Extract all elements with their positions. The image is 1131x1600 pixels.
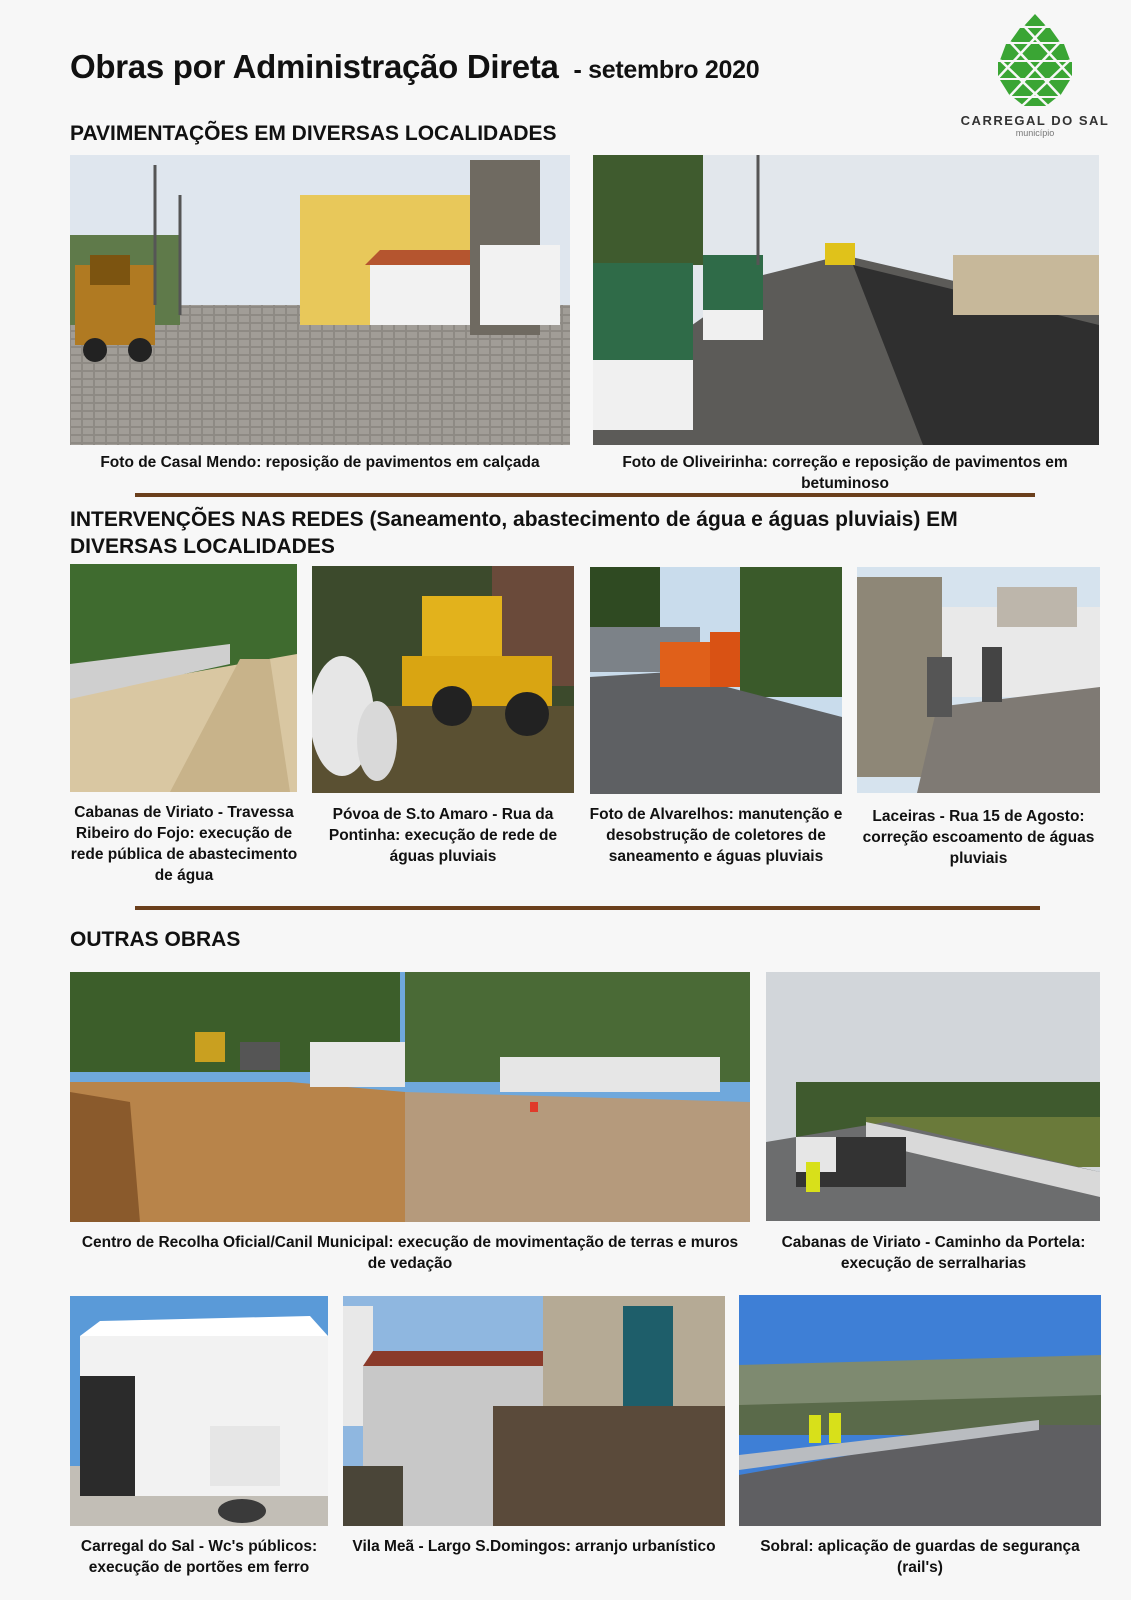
page-title-main: Obras por Administração Direta [70, 48, 559, 85]
photo-wcs-publicos [70, 1296, 328, 1526]
photo-canil-municipal [70, 972, 750, 1222]
divider-1 [135, 493, 1035, 497]
photo-casal-mendo [70, 155, 570, 445]
pinecone-icon [960, 12, 1110, 108]
photo-vila-mea [343, 1296, 725, 1526]
logo [960, 12, 1110, 142]
section-title-redes: INTERVENÇÕES NAS REDES (Saneamento, abastecimento de água e águas pluviais) EM DIVERSAS LOCALIDADES [70, 508, 958, 558]
photo-sobral [739, 1295, 1101, 1526]
photo-laceiras [857, 567, 1100, 793]
logo-name: CARREGAL DO SAL [960, 113, 1110, 128]
photo-oliveirinha [593, 155, 1099, 445]
photo-cabanas-viriato-fojo [70, 564, 297, 792]
divider-2 [135, 906, 1040, 910]
photo-caminho-portela [766, 972, 1100, 1221]
page-title [70, 48, 759, 86]
caption-casal-mendo: Foto de Casal Mendo: reposição de pavimentos em calçada [100, 454, 540, 471]
caption-oliveirinha: Foto de Oliveirinha: correção e reposição de pavimentos em betuminoso [622, 454, 1068, 492]
caption-alvarelhos: Foto de Alvarelhos: manutenção e desobstrução de coletores de saneamento e águas pluviais [589, 806, 843, 865]
section-title-pavimentacoes: PAVIMENTAÇÕES EM DIVERSAS LOCALIDADES [70, 122, 557, 145]
caption-vila-mea: Vila Meã - Largo S.Domingos: arranjo urbanístico [352, 1538, 716, 1555]
caption-caminho-portela: Cabanas de Viriato - Caminho da Portela: execução de serralharias [781, 1234, 1086, 1272]
caption-cabanas-viriato-fojo: Cabanas de Viriato - Travessa Ribeiro do Fojo: execução de rede pública de abastecimento de água [70, 804, 298, 884]
caption-sobral: Sobral: aplicação de guardas de segurança (rail's) [760, 1538, 1080, 1576]
photo-alvarelhos [590, 567, 842, 794]
caption-wcs-publicos: Carregal do Sal - Wc's públicos: execução de portões em ferro [80, 1538, 318, 1576]
logo-sub: município [1015, 128, 1055, 138]
caption-laceiras: Laceiras - Rua 15 de Agosto: correção escoamento de águas pluviais [862, 808, 1095, 867]
caption-povoa-sto-amaro: Póvoa de S.to Amaro - Rua da Pontinha: execução de rede de águas pluviais [328, 806, 558, 865]
section-title-outras: OUTRAS OBRAS [70, 928, 241, 951]
page-title-date: - setembro 2020 [573, 56, 760, 84]
caption-canil-municipal: Centro de Recolha Oficial/Canil Municipal: execução de movimentação de terras e muros de vedação [81, 1234, 739, 1272]
photo-povoa-sto-amaro [312, 566, 574, 793]
